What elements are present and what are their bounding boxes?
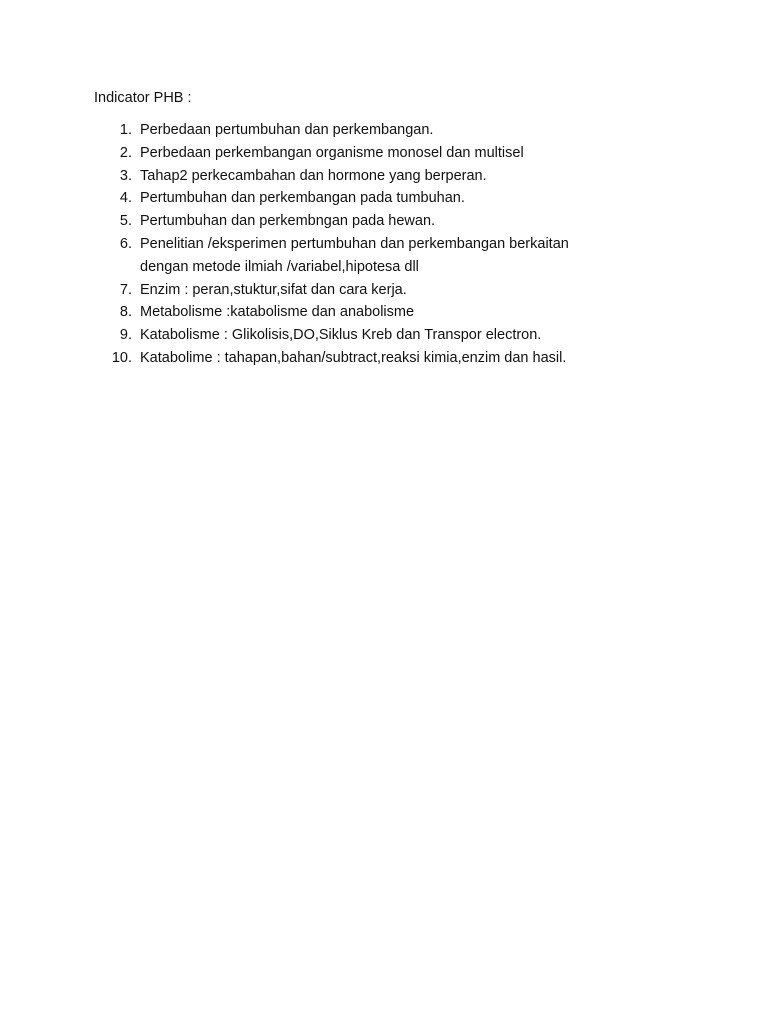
document-heading: Indicator PHB :: [94, 90, 192, 106]
list-item-text: Perbedaan pertumbuhan dan perkembangan.: [140, 122, 434, 138]
list-item-text: Metabolisme :katabolisme dan anabolisme: [140, 304, 415, 321]
list-item-number: 6.: [119, 235, 132, 252]
list-item-text: Tahap2 perkecambahan dan hormone yang berperan.: [140, 167, 487, 184]
list-item-number: 4.: [119, 190, 132, 207]
list-item: [100, 233, 720, 279]
list-item-text: Perbedaan perkembangan organisme monosel dan multisel: [140, 144, 524, 161]
list-item-number: 9.: [119, 327, 132, 344]
list-item-text: Katabolime : tahapan,bahan/subtract,reaksi kimia,enzim dan hasil.: [140, 349, 567, 366]
list-item-number: 5.: [119, 213, 132, 230]
list-item: [100, 279, 720, 302]
list-item-text: Katabolisme : Glikolisis,DO,Siklus Kreb dan Transpor electron.: [140, 327, 542, 344]
list-item: [100, 324, 720, 347]
list-item-text-continued: dengan metode ilmiah /variabel,hipotesa dll: [140, 258, 419, 275]
list-item: [100, 142, 720, 165]
list-item-text: Pertumbuhan dan perkembangan pada tumbuhan.: [140, 190, 465, 207]
list-item-text: Enzim : peran,stuktur,sifat dan cara kerja.: [140, 281, 407, 298]
indicator-list: [100, 119, 720, 370]
list-item: [100, 210, 720, 233]
list-item-number: 10.: [111, 349, 132, 366]
list-item-number: 8.: [119, 304, 132, 321]
list-item: [100, 347, 720, 370]
list-item: [100, 301, 720, 324]
list-item-text: Pertumbuhan dan perkembngan pada hewan.: [140, 213, 436, 230]
list-item-number: 2.: [119, 144, 132, 161]
list-item-number: 7.: [119, 281, 132, 298]
list-item-text: Penelitian /eksperimen pertumbuhan dan perkembangan berkaitan: [140, 235, 569, 252]
list-item: [100, 165, 720, 188]
list-item-number: 3.: [119, 167, 132, 184]
list-item: [100, 119, 720, 142]
list-item: [100, 187, 720, 210]
list-item-number: 1.: [119, 122, 132, 138]
